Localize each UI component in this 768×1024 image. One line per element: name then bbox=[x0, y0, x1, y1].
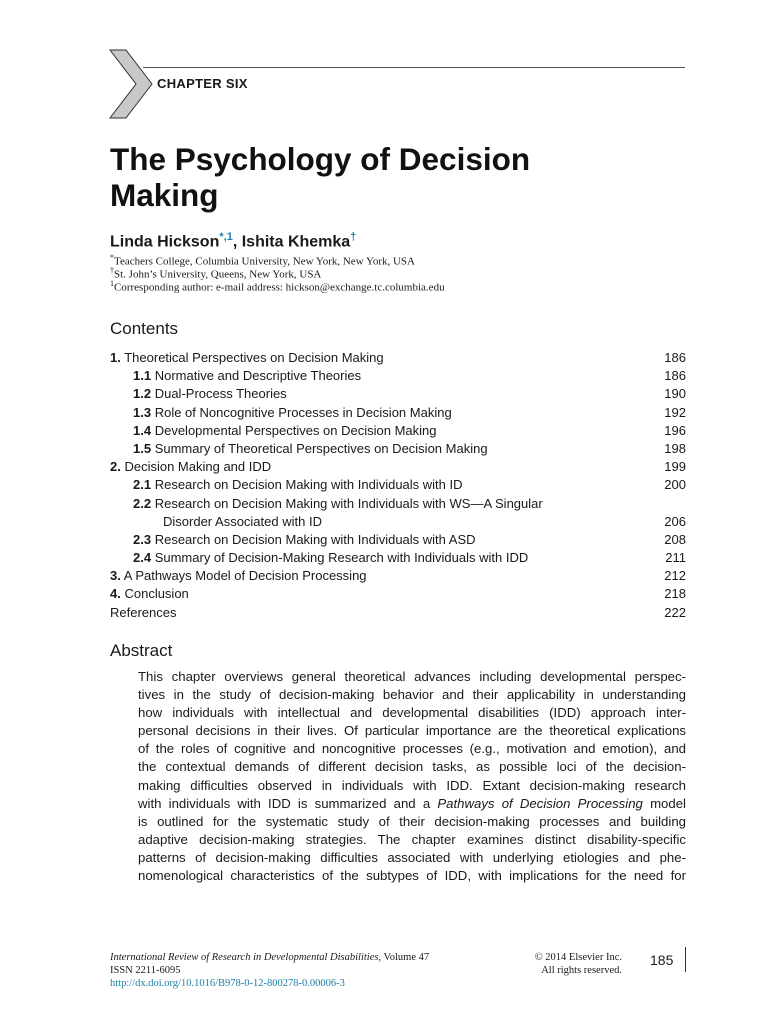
toc-number: 2.2 bbox=[133, 495, 152, 511]
footer-citation bbox=[110, 951, 429, 990]
toc-number: 1.4 bbox=[133, 422, 152, 438]
toc-entry[interactable] bbox=[110, 349, 686, 367]
toc-page: 192 bbox=[664, 404, 686, 420]
toc-title: Research on Decision Making with Individuals with ASD bbox=[154, 531, 476, 547]
author-2: Ishita Khemka bbox=[241, 233, 351, 251]
toc-page: 186 bbox=[664, 368, 686, 384]
toc-page: 211 bbox=[665, 550, 686, 566]
author-line bbox=[110, 231, 356, 251]
toc-title: References bbox=[110, 604, 177, 620]
toc-title: Conclusion bbox=[124, 586, 189, 602]
contents-heading: Contents bbox=[110, 319, 179, 338]
toc-number: 2.3 bbox=[133, 531, 152, 547]
page-number-rule bbox=[685, 947, 686, 972]
journal-volume: , Volume 47 bbox=[378, 952, 430, 963]
toc-number: 1. bbox=[110, 350, 121, 365]
abstract-line: tives in the study of decision-making behavior and their applicability in understanding bbox=[138, 687, 686, 703]
chapter-chevron-icon bbox=[108, 49, 154, 119]
toc-page: 196 bbox=[664, 422, 686, 438]
toc-number: 1.2 bbox=[133, 386, 152, 402]
toc-entry[interactable] bbox=[110, 385, 686, 403]
abstract-line: of the roles of cognitive and noncognitive processes (e.g., motivation and emotion), and bbox=[138, 741, 686, 757]
author-1: Linda Hickson bbox=[110, 233, 220, 251]
author-1-marks[interactable]: *,1 bbox=[219, 231, 233, 243]
affiliation-text: Corresponding author: e-mail address: hickson@exchange.tc.columbia.edu bbox=[114, 281, 445, 294]
toc-entry[interactable] bbox=[110, 422, 686, 440]
toc-page: 200 bbox=[664, 477, 686, 493]
abstract-line: making difficulties observed in individuals with IDD. Extant decision-making research bbox=[138, 777, 686, 793]
affiliation-text: Teachers College, Columbia University, New York, New York, USA bbox=[114, 255, 415, 268]
toc-entry[interactable] bbox=[110, 367, 686, 385]
chapter-rule bbox=[143, 67, 685, 68]
toc-title: Research on Decision Making with Individuals with WS—A Singular bbox=[154, 495, 543, 511]
toc-number: 1.5 bbox=[133, 440, 152, 456]
abstract-line: adaptive decision-making strategies. The chapter examines distinct disability-specific bbox=[138, 831, 686, 847]
affiliation-3 bbox=[110, 277, 445, 295]
affiliation-mark: 1 bbox=[110, 279, 114, 288]
toc-page: 198 bbox=[664, 440, 686, 456]
affiliation-mark: * bbox=[110, 253, 114, 262]
toc-number: 2.4 bbox=[133, 550, 152, 566]
toc-title: Normative and Descriptive Theories bbox=[154, 368, 362, 384]
toc-title: Theoretical Perspectives on Decision Making bbox=[124, 350, 384, 365]
toc-title: Disorder Associated with ID bbox=[163, 513, 322, 529]
affiliation-mark: † bbox=[110, 266, 114, 275]
toc-title: Dual-Process Theories bbox=[154, 386, 287, 402]
footer-issn: ISSN 2211-6095 bbox=[110, 965, 181, 976]
toc-number: 2.1 bbox=[133, 477, 152, 493]
page-number: 185 bbox=[650, 952, 674, 968]
toc-entry-continuation[interactable] bbox=[110, 513, 686, 531]
table-of-contents bbox=[110, 349, 686, 622]
toc-page: 199 bbox=[664, 459, 686, 475]
toc-title: Summary of Decision-Making Research with Individuals with IDD bbox=[154, 550, 529, 566]
doi-link[interactable]: http://dx.doi.org/10.1016/B978-0-12-800278-0.00006-3 bbox=[110, 978, 345, 989]
toc-page: 222 bbox=[664, 604, 686, 620]
toc-entry[interactable] bbox=[110, 440, 686, 458]
toc-entry[interactable] bbox=[110, 549, 686, 567]
toc-page: 186 bbox=[664, 350, 686, 365]
toc-entry[interactable] bbox=[110, 404, 686, 422]
toc-page: 218 bbox=[664, 586, 686, 602]
copyright-line: © 2014 Elsevier Inc. bbox=[534, 952, 622, 963]
toc-number: 3. bbox=[110, 568, 121, 584]
toc-title: A Pathways Model of Decision Processing bbox=[123, 568, 367, 584]
abstract-line: the contextual demands of different decision tasks, as possible loci of the decision- bbox=[138, 759, 686, 775]
toc-page: 208 bbox=[664, 531, 686, 547]
toc-title: Summary of Theoretical Perspectives on Decision Making bbox=[154, 440, 488, 456]
abstract-body bbox=[138, 668, 686, 885]
footer-journal-line bbox=[110, 951, 429, 964]
rights-line: All rights reserved. bbox=[541, 965, 622, 976]
toc-entry[interactable] bbox=[110, 458, 686, 476]
toc-title: Research on Decision Making with Individuals with ID bbox=[154, 477, 463, 493]
chapter-title bbox=[110, 141, 670, 213]
toc-title: Role of Noncognitive Processes in Decision Making bbox=[154, 404, 452, 420]
toc-title: Developmental Perspectives on Decision Making bbox=[154, 422, 437, 438]
toc-entry[interactable] bbox=[110, 495, 686, 513]
toc-entry[interactable] bbox=[110, 531, 686, 549]
toc-entry[interactable] bbox=[110, 567, 686, 585]
toc-entry[interactable] bbox=[110, 476, 686, 494]
title-line-1: The Psychology of Decision bbox=[110, 141, 531, 177]
toc-entry[interactable] bbox=[110, 585, 686, 603]
footer-copyright bbox=[510, 951, 622, 977]
author-2-marks[interactable]: † bbox=[350, 231, 357, 243]
affiliation-text: St. John’s University, Queens, New York, USA bbox=[114, 268, 322, 281]
toc-number: 1.1 bbox=[133, 368, 152, 384]
toc-number: 2. bbox=[110, 459, 121, 475]
journal-name: International Review of Research in Developmental Disabilities bbox=[110, 952, 379, 963]
title-line-2: Making bbox=[110, 177, 219, 213]
abstract-line: personal decisions in their lives. Of particular importance are the theoretical explications bbox=[138, 723, 686, 739]
abstract-line: This chapter overviews general theoretical advances including developmental perspec- bbox=[138, 669, 686, 684]
abstract-line: is outlined for the systematic study of their decision-making processes and building bbox=[138, 813, 686, 829]
toc-page: 212 bbox=[664, 568, 686, 584]
abstract-line: nomenological characteristics of the subtypes of IDD, with implications for the need for bbox=[138, 868, 686, 884]
toc-title: Decision Making and IDD bbox=[124, 459, 272, 475]
toc-number: 4. bbox=[110, 586, 121, 602]
toc-page: 206 bbox=[664, 513, 686, 529]
abstract-heading: Abstract bbox=[110, 641, 173, 660]
abstract-line: patterns of decision-making difficulties associated with underlying etiologies and phe- bbox=[138, 849, 686, 865]
author-separator: , bbox=[232, 233, 242, 251]
chapter-label: CHAPTER SIX bbox=[157, 76, 248, 91]
abstract-line: with individuals with IDD is summarized and a Pathways of Decision Processing model bbox=[138, 795, 686, 811]
toc-number: 1.3 bbox=[133, 404, 152, 420]
toc-entry[interactable] bbox=[110, 604, 686, 622]
abstract-line: how individuals with intellectual and developmental disabilities (IDD) approach inter- bbox=[138, 705, 686, 721]
toc-page: 190 bbox=[664, 386, 686, 402]
